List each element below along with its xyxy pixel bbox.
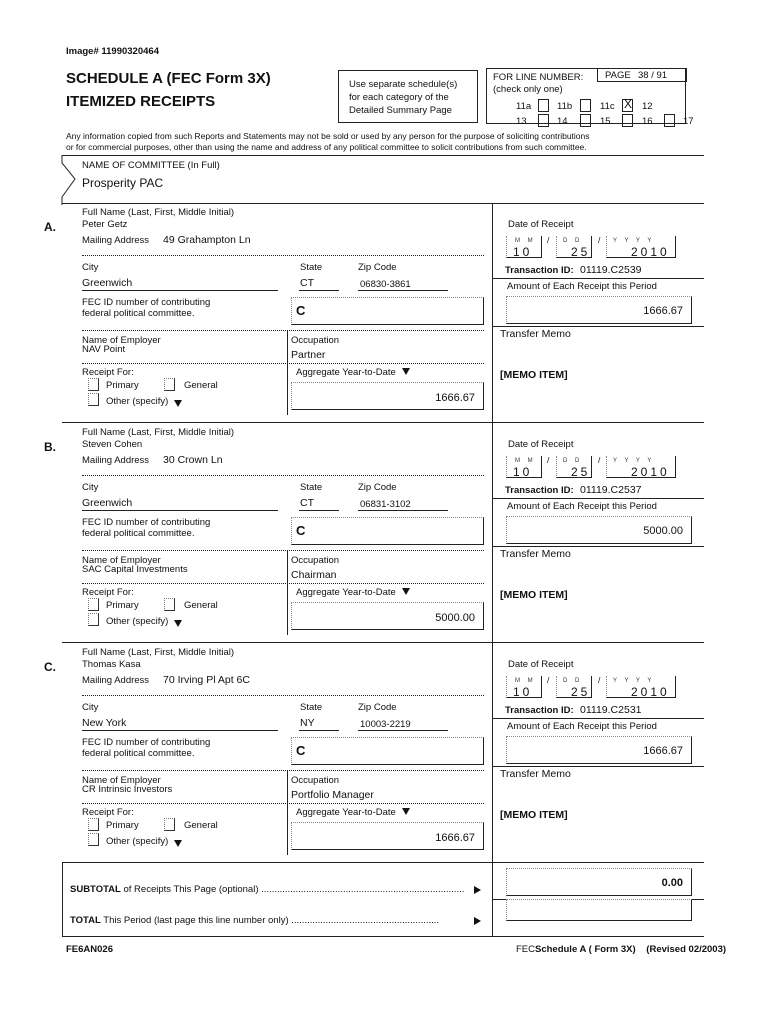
date-month[interactable]: M M 10 xyxy=(506,456,542,478)
amount-input[interactable] xyxy=(506,736,692,764)
checkbox-12[interactable] xyxy=(622,99,633,112)
fec-prefix: C xyxy=(296,303,306,318)
aggregate-value: 1666.67 xyxy=(435,832,475,844)
other-checkbox[interactable] xyxy=(88,613,99,626)
fec-id-label-2: federal political committee. xyxy=(82,308,195,319)
contributor-name: Peter Getz xyxy=(82,219,128,230)
separate-note-1: Use separate schedule(s) xyxy=(349,79,458,90)
date-day[interactable]: D D 25 xyxy=(556,456,592,478)
checkbox-11b[interactable] xyxy=(580,99,591,112)
line-option-11c: 11c xyxy=(600,101,615,112)
general-label: General xyxy=(184,380,218,391)
mailing-address: 30 Crown Ln xyxy=(163,454,223,466)
mailing-address-label: Mailing Address xyxy=(82,235,150,246)
transfer-memo-label: Transfer Memo xyxy=(500,768,571,780)
fec-id-label-1: FEC ID number of contributing xyxy=(82,517,211,528)
check-only-one: (check only one) xyxy=(493,84,563,95)
fec-id-input[interactable] xyxy=(291,737,484,765)
aggregate-input[interactable] xyxy=(291,382,484,410)
entry-letter: B. xyxy=(44,440,56,454)
line-option-14: 14 xyxy=(557,116,568,127)
date-month[interactable]: M M 10 xyxy=(506,676,542,698)
mailing-address-label: Mailing Address xyxy=(82,455,150,466)
primary-checkbox[interactable] xyxy=(88,818,99,831)
checkbox-15[interactable] xyxy=(622,114,633,127)
zip-value: 06830-3861 xyxy=(360,279,411,290)
amount-label: Amount of Each Receipt this Period xyxy=(507,501,657,512)
employer-label: Name of Employer xyxy=(82,775,161,786)
line-option-17: 17 xyxy=(683,116,694,127)
general-checkbox[interactable] xyxy=(164,378,175,391)
general-checkbox[interactable] xyxy=(164,818,175,831)
date-year[interactable]: Y Y Y Y 2010 xyxy=(606,456,676,478)
line-option-16: 16 xyxy=(642,116,653,127)
other-checkbox[interactable] xyxy=(88,393,99,406)
mailing-address: 49 Grahampton Ln xyxy=(163,234,251,246)
primary-label: Primary xyxy=(106,380,139,391)
other-label: Other (specify) xyxy=(106,616,169,627)
schedule-subtitle: ITEMIZED RECEIPTS xyxy=(66,93,216,110)
amount-value: 1666.67 xyxy=(643,305,683,317)
check-mark: X xyxy=(624,97,633,111)
date-day[interactable]: D D 25 xyxy=(556,236,592,258)
employer-label: Name of Employer xyxy=(82,335,161,346)
page-box xyxy=(597,68,687,82)
fec-id-label-2: federal political committee. xyxy=(82,528,195,539)
checkbox-13[interactable] xyxy=(538,114,549,127)
contributor-name: Steven Cohen xyxy=(82,439,143,450)
other-label: Other (specify) xyxy=(106,396,169,407)
state-label: State xyxy=(300,262,323,273)
other-checkbox[interactable] xyxy=(88,833,99,846)
date-year[interactable]: Y Y Y Y 2010 xyxy=(606,236,676,258)
general-label: General xyxy=(184,600,218,611)
occupation-label: Occupation xyxy=(291,775,340,786)
occupation-value: Portfolio Manager xyxy=(291,789,374,801)
other-dropdown-icon[interactable] xyxy=(174,840,182,847)
committee-bracket xyxy=(60,155,78,205)
amount-input[interactable] xyxy=(506,296,692,324)
fec-id-input[interactable] xyxy=(291,297,484,325)
amount-label: Amount of Each Receipt this Period xyxy=(507,281,657,292)
separate-note-2: for each category of the xyxy=(349,92,449,103)
aggregate-label: Aggregate Year-to-Date xyxy=(296,367,396,378)
city-value: Greenwich xyxy=(82,497,133,509)
state-label: State xyxy=(300,482,323,493)
date-year[interactable]: Y Y Y Y 2010 xyxy=(606,676,676,698)
checkbox-16[interactable] xyxy=(664,114,675,127)
entry-b: B. Full Name (Last, First, Middle Initial) Steven Cohen Mailing Address 30 Crown Ln City Greenwich State CT Zip Code 06831-3102 FEC ID number of contributing federal political committee. C Name of Employer SAC Capital Investments Occupation Chairman Receipt For: Primary General Other (specify) Aggregate Year-to-Date 5000.00 Date of Receipt M M 10 / D D 25 / Y Y Y Y 2010 Transaction ID: 01119.C2537 Amount of Each Receipt this Period 5000.00 Transfer Memo [MEMO ITEM] xyxy=(0,424,770,644)
line-option-13: 13 xyxy=(516,116,527,127)
zip-value: 10003-2219 xyxy=(360,719,411,730)
separate-note-3: Detailed Summary Page xyxy=(349,105,452,116)
page-label: PAGE xyxy=(605,70,631,81)
state-value: CT xyxy=(300,277,314,289)
full-name-label: Full Name (Last, First, Middle Initial) xyxy=(82,647,235,658)
primary-label: Primary xyxy=(106,820,139,831)
aggregate-label: Aggregate Year-to-Date xyxy=(296,587,396,598)
fec-id-label-1: FEC ID number of contributing xyxy=(82,297,211,308)
aggregate-input[interactable] xyxy=(291,602,484,630)
transaction-id-label: Transaction ID: xyxy=(505,705,574,716)
aggregate-value: 1666.67 xyxy=(435,392,475,404)
occupation-value: Chairman xyxy=(291,569,337,581)
separate-schedule-box xyxy=(338,70,478,123)
full-name-label: Full Name (Last, First, Middle Initial) xyxy=(82,427,235,438)
aggregate-dropdown-icon xyxy=(402,588,410,595)
city-label: City xyxy=(82,482,99,493)
fec-prefix: C xyxy=(296,523,306,538)
aggregate-input[interactable] xyxy=(291,822,484,850)
full-name-label: Full Name (Last, First, Middle Initial) xyxy=(82,207,235,218)
mailing-address-label: Mailing Address xyxy=(82,675,150,686)
general-label: General xyxy=(184,820,218,831)
state-value: NY xyxy=(300,717,315,729)
state-label: State xyxy=(300,702,323,713)
transaction-id: 01119.C2537 xyxy=(580,484,642,496)
memo-item: [MEMO ITEM] xyxy=(500,589,568,601)
employer-value: SAC Capital Investments xyxy=(82,564,188,575)
zip-value: 06831-3102 xyxy=(360,499,411,510)
schedule-title: SCHEDULE A (FEC Form 3X) xyxy=(66,70,271,87)
employer-value: NAV Point xyxy=(82,344,126,355)
aggregate-label: Aggregate Year-to-Date xyxy=(296,807,396,818)
memo-item: [MEMO ITEM] xyxy=(500,369,568,381)
page-value: 38 / 91 xyxy=(638,70,668,81)
receipt-for-label: Receipt For: xyxy=(82,807,134,818)
checkbox-14[interactable] xyxy=(580,114,591,127)
employer-value: CR Intrinsic Investors xyxy=(82,784,173,795)
fec-id-label-2: federal political committee. xyxy=(82,748,195,759)
form-code: FE6AN026 xyxy=(66,944,113,955)
aggregate-dropdown-icon xyxy=(402,368,410,375)
memo-item: [MEMO ITEM] xyxy=(500,809,568,821)
general-checkbox[interactable] xyxy=(164,598,175,611)
amount-label: Amount of Each Receipt this Period xyxy=(507,721,657,732)
entry-letter: C. xyxy=(44,660,56,674)
aggregate-dropdown-icon xyxy=(402,808,410,815)
other-dropdown-icon[interactable] xyxy=(174,400,182,407)
primary-label: Primary xyxy=(106,600,139,611)
zip-label: Zip Code xyxy=(358,482,397,493)
date-of-receipt-label: Date of Receipt xyxy=(508,219,574,230)
disclaimer-line-2: or for commercial purposes, other than using the name and address of any political committee to solicit contributions from such committee. xyxy=(66,142,587,152)
other-dropdown-icon[interactable] xyxy=(174,620,182,627)
disclaimer-line-1: Any information copied from such Reports and Statements may not be sold or used by any person for the purpose of soliciting contributions xyxy=(66,131,590,141)
subtotal-value: 0.00 xyxy=(661,877,683,889)
contributor-name: Thomas Kasa xyxy=(82,659,141,670)
total-arrow-icon xyxy=(474,917,481,925)
committee-label: NAME OF COMMITTEE (In Full) xyxy=(82,160,220,171)
zip-label: Zip Code xyxy=(358,702,397,713)
transfer-memo-label: Transfer Memo xyxy=(500,328,571,340)
occupation-value: Partner xyxy=(291,349,326,361)
primary-checkbox[interactable] xyxy=(88,598,99,611)
line-option-15: 15 xyxy=(600,116,611,127)
total-input[interactable] xyxy=(506,899,692,921)
entry-letter: A. xyxy=(44,220,56,234)
subtotal-label: SUBTOTAL of Receipts This Page (optional) ............................................................................. xyxy=(70,884,465,895)
fec-id-input[interactable] xyxy=(291,517,484,545)
entry-a: A. Full Name (Last, First, Middle Initial) Peter Getz Mailing Address 49 Grahampton Ln City Greenwich State CT Zip Code 06830-3861 FEC ID number of contributing federal political committee. C Name of Employer NAV Point Occupation Partner Receipt For: Primary General Other (specify) Aggregate Year-to-Date 1666.67 Date of Receipt M M 10 / D D 25 / Y Y Y Y 2010 Transaction ID: 01119.C2539 Amount of Each Receipt this Period 1666.67 Transfer Memo [MEMO ITEM] xyxy=(0,204,770,424)
line-option-11a: 11a xyxy=(516,101,532,112)
receipt-for-label: Receipt For: xyxy=(82,367,134,378)
transaction-id: 01119.C2539 xyxy=(580,264,642,276)
city-value: Greenwich xyxy=(82,277,133,289)
primary-checkbox[interactable] xyxy=(88,378,99,391)
city-label: City xyxy=(82,262,99,273)
fec-prefix: C xyxy=(296,743,306,758)
checkbox-11a[interactable] xyxy=(538,99,549,112)
amount-input[interactable] xyxy=(506,516,692,544)
line-number-label: FOR LINE NUMBER: xyxy=(493,72,584,83)
transaction-id: 01119.C2531 xyxy=(580,704,642,716)
city-label: City xyxy=(82,702,99,713)
occupation-label: Occupation xyxy=(291,335,340,346)
line-option-11b: 11b xyxy=(557,101,573,112)
fec-id-label-1: FEC ID number of contributing xyxy=(82,737,211,748)
transaction-id-label: Transaction ID: xyxy=(505,265,574,276)
date-of-receipt-label: Date of Receipt xyxy=(508,439,574,450)
transaction-id-label: Transaction ID: xyxy=(505,485,574,496)
line-option-12: 12 xyxy=(642,101,653,112)
date-day[interactable]: D D 25 xyxy=(556,676,592,698)
image-id: Image# 11990320464 xyxy=(66,46,159,57)
amount-value: 5000.00 xyxy=(643,525,683,537)
receipt-for-label: Receipt For: xyxy=(82,587,134,598)
date-of-receipt-label: Date of Receipt xyxy=(508,659,574,670)
occupation-label: Occupation xyxy=(291,555,340,566)
committee-name: Prosperity PAC xyxy=(82,176,164,190)
aggregate-value: 5000.00 xyxy=(435,612,475,624)
entry-c: C. Full Name (Last, First, Middle Initial) Thomas Kasa Mailing Address 70 Irving Pl Apt 6C City New York State NY Zip Code 10003-2219 FEC ID number of contributing federal political committee. C Name of Employer CR Intrinsic Investors Occupation Portfolio Manager Receipt For: Primary General Other (specify) Aggregate Year-to-Date 1666.67 Date of Receipt M M 10 / D D 25 / Y Y Y Y 2010 Transaction ID: 01119.C2531 Amount of Each Receipt this Period 1666.67 Transfer Memo [MEMO ITEM] xyxy=(0,644,770,862)
state-value: CT xyxy=(300,497,314,509)
subtotal-input[interactable] xyxy=(506,868,692,896)
total-label: TOTAL This Period (last page this line number only) ........................................................ xyxy=(70,915,440,926)
subtotal-arrow-icon xyxy=(474,886,481,894)
transfer-memo-label: Transfer Memo xyxy=(500,548,571,560)
amount-value: 1666.67 xyxy=(643,745,683,757)
date-month[interactable]: M M 10 xyxy=(506,236,542,258)
form-footer: FECSchedule A ( Form 3X) (Revised 02/2003) xyxy=(516,944,727,955)
employer-label: Name of Employer xyxy=(82,555,161,566)
zip-label: Zip Code xyxy=(358,262,397,273)
mailing-address: 70 Irving Pl Apt 6C xyxy=(163,674,250,686)
other-label: Other (specify) xyxy=(106,836,169,847)
city-value: New York xyxy=(82,717,127,729)
